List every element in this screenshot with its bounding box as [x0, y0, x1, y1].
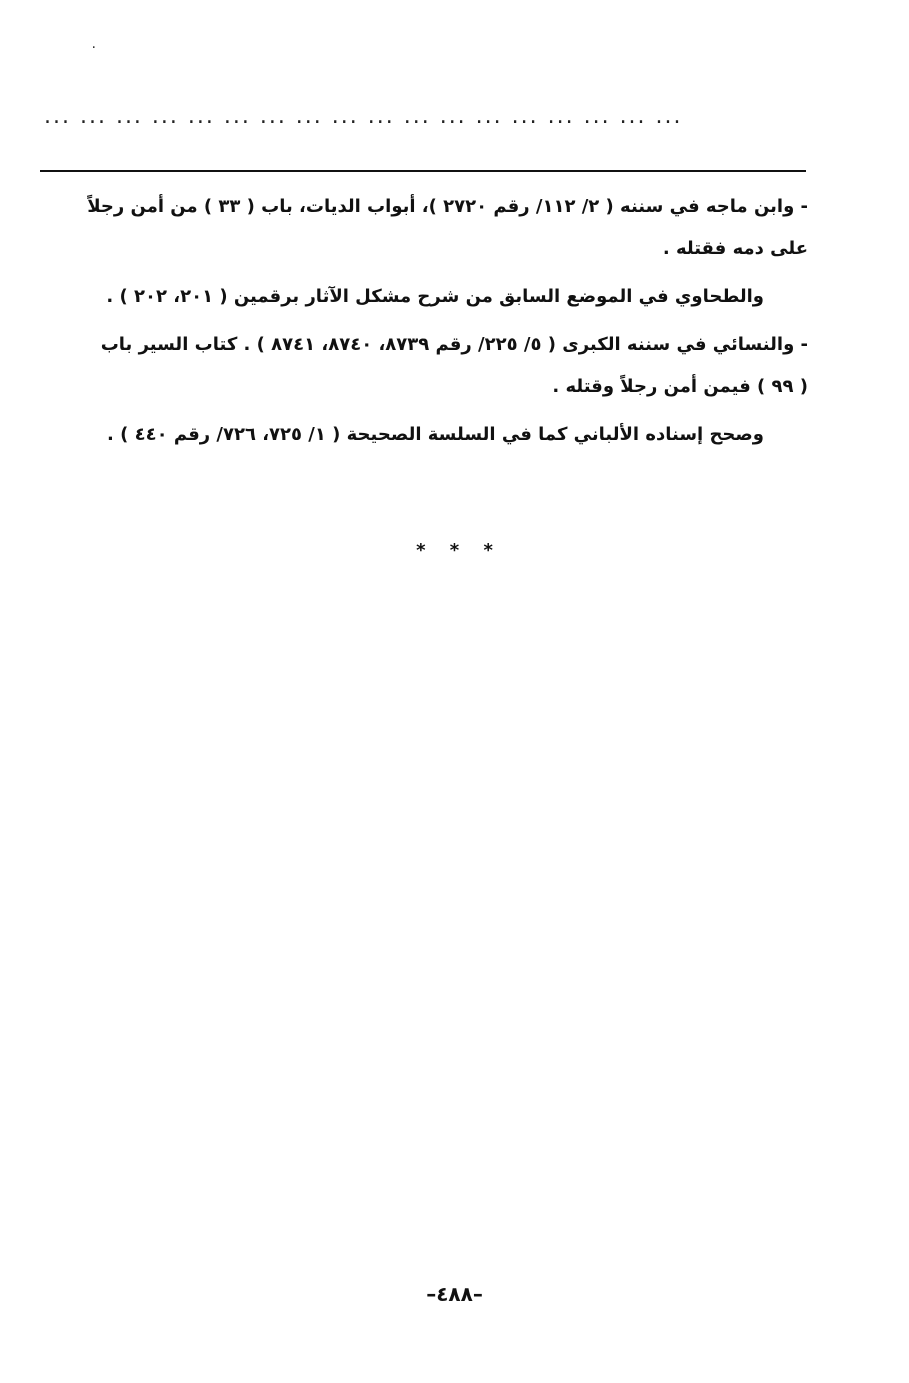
footnote-separator-rule	[40, 170, 806, 172]
footnotes-block	[38, 186, 808, 462]
footnote-line: - والنسائي في سننه الكبرى ( ٥/ ٢٢٥/ رقم ٨٧٣٩، ٨٧٤٠، ٨٧٤١ ) . كتاب السير باب	[100, 334, 808, 355]
stray-mark: ٠	[90, 39, 98, 55]
section-separator-stars: * * *	[416, 540, 493, 561]
footnote-ibn-majah	[38, 186, 808, 270]
footnote-line: ( ٩٩ ) فيمن أمن رجلاً وقتله .	[552, 376, 808, 397]
page-number: –٤٨٨–	[426, 1282, 483, 1306]
footnote-line: على دمه فقتله .	[662, 238, 808, 259]
footnote-line: - وابن ماجه في سننه ( ٢/ ١١٢/ رقم ٢٧٢٠ )، أبواب الديات، باب ( ٣٣ ) من أمن رجلاً	[87, 196, 808, 217]
footnote-albani	[38, 414, 808, 456]
ellipsis-row: ... ... ... ... ... ... ... ... ... ... ... ... ... ... ... ... ... ...	[44, 104, 683, 129]
footnote-line: والطحاوي في الموضع السابق من شرح مشكل الآثار برقمين ( ٢٠١، ٢٠٢ ) .	[106, 286, 764, 307]
footnote-line: وصحح إسناده الألباني كما في السلسة الصحيحة ( ١/ ٧٢٥، ٧٢٦/ رقم ٤٤٠ ) .	[107, 424, 764, 445]
footnote-tahawi	[38, 276, 808, 318]
footnote-nasai	[38, 324, 808, 408]
